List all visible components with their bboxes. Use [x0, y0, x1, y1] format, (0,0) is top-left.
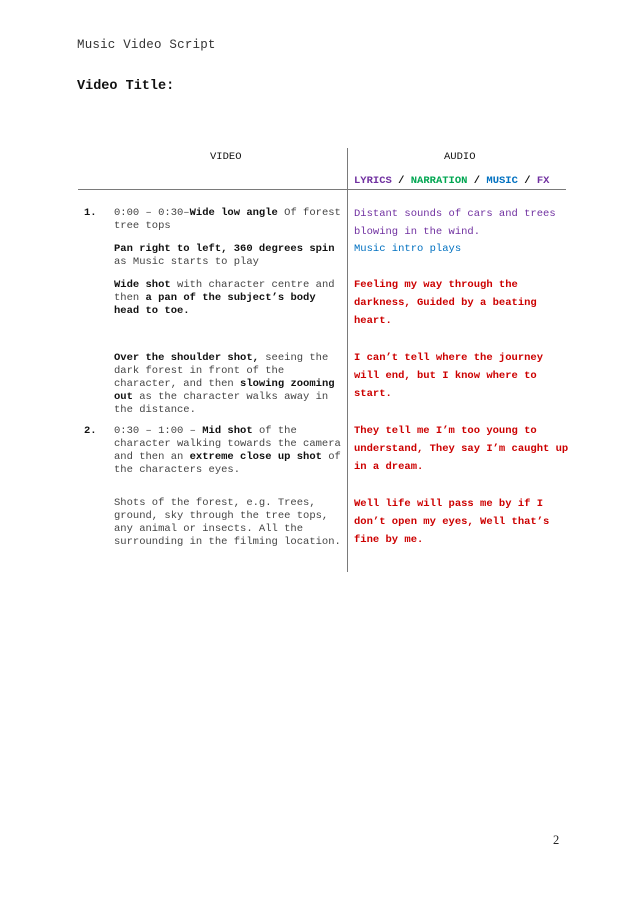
audio-cell: Distant sounds of cars and trees blowing in the wind.	[354, 208, 556, 238]
video-cell: 0:30 – 1:00 – Mid shot of the character walking towards the camera and then an extreme close up shot of the characters eyes.	[114, 425, 341, 476]
video-title-label: Video Title:	[77, 79, 175, 94]
legend-music: MUSIC	[486, 175, 518, 187]
table-header-rule	[78, 189, 566, 190]
video-cell: Over the shoulder shot, seeing the dark forest in front of the character, and then slowing zooming out as the character walks away in the distance.	[114, 352, 335, 416]
audio-cell: Feeling my way through the darkness, Guided by a beating heart.	[354, 279, 537, 327]
audio-column-header: AUDIO	[444, 151, 476, 163]
video-column-header: VIDEO	[210, 151, 242, 163]
page-number: 2	[553, 833, 560, 847]
table-column-divider	[347, 148, 348, 572]
audio-cell: Well life will pass me by if I don’t open my eyes, Well that’s fine by me.	[354, 498, 550, 546]
legend-lyrics: LYRICS	[354, 175, 392, 187]
video-cell: Pan right to left, 360 degrees spin as Music starts to play	[114, 243, 335, 268]
legend-fx: FX	[536, 175, 550, 187]
row-number: 1.	[84, 207, 97, 219]
audio-cell: I can’t tell where the journey will end, but I know where to start.	[354, 352, 544, 400]
document-header: Music Video Script	[77, 38, 216, 52]
video-cell: Wide shot with character centre and then a pan of the subject’s body head to toe.	[114, 279, 335, 317]
audio-cell: Music intro plays	[354, 243, 462, 255]
video-cell: Shots of the forest, e.g. Trees, ground, sky through the tree tops, any animal or insects. All the surrounding in the filming location.	[114, 497, 341, 548]
video-cell: 0:00 – 0:30–Wide low angle Of forest tree tops	[114, 207, 341, 232]
legend-narration: NARRATION	[410, 175, 468, 187]
audio-cell: They tell me I’m too young to understand, They say I’m caught up in a dream.	[354, 425, 569, 473]
legend-separator: /	[473, 175, 481, 187]
legend-separator: /	[398, 175, 405, 187]
audio-legend	[354, 175, 549, 187]
legend-separator: /	[524, 175, 531, 187]
row-number: 2.	[84, 425, 97, 437]
